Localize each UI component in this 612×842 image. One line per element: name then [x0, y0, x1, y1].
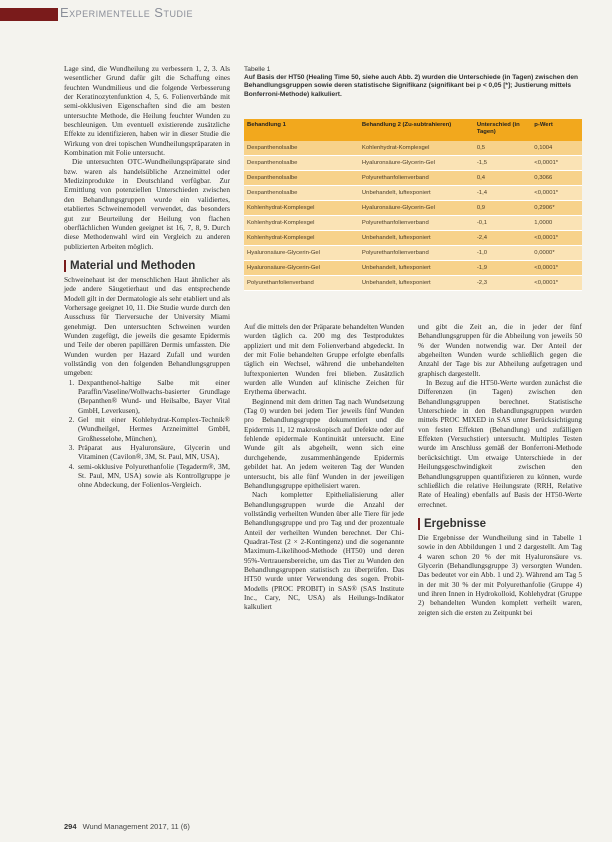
list-item: 1. Dexpanthenol-haltige Salbe mit einer Paraffin/Vaseline/Wollwachs-basierter Grundlage (Bepanthen® Wund- und Heilsalbe, Bayer Vital GmbH, Leverkusen),	[76, 378, 230, 415]
paragraph: Lage sind, die Wundheilung zu verbessern 1, 2, 3. Als wesentlicher Grund dafür gilt die Schaffung eines feuchten Wundmilieus und die folgende Verbesserung der Keratinozytenfunktion 4, 5, 6. Folienverbände mit semi-okklusiven Eigenschaften sind die am besten untersuchte Methode, die Heilung feuchter Wunden zu beschleunigen. Um eventuell existierende zusätzliche Effekte zu identifizieren, haben wir in dieser Studie die Wirkung von drei topischen Wundheilungspräparaten in Kombination mit Folie untersucht.	[64, 64, 230, 158]
table-cell: Kohlenhydrat-Komplexgel	[359, 141, 474, 156]
table-caption-text: Auf Basis der HT50 (Healing Time 50, siehe auch Abb. 2) wurden die Unterschiede (in Tagen) zwischen den Behandlungsgruppen sowie deren statistische Signifikanz (signifikant bei p < 0,05 [*]; Justierung mittels Bonferroni-Methode) kalkuliert.	[244, 74, 579, 98]
list-item: 4. semi-okklusive Polyurethanfolie (Tegaderm®, 3M, St. Paul, MN, USA) sowie als Kontrollgruppe je ohne Abdeckung, der Folienlos-Vergleich.	[76, 462, 230, 490]
table-cell: -0,1	[474, 216, 531, 231]
table-cell: Dexpanthenolsalbe	[244, 171, 359, 186]
table-cell: <0,0001*	[531, 261, 582, 276]
page-footer	[64, 822, 190, 831]
table-cell: <0,0001*	[531, 231, 582, 246]
table-cell: Hyaluronsäure-Glycerin-Gel	[359, 156, 474, 171]
table-cell: -2,3	[474, 276, 531, 291]
table-cell: Polyurethanfolienverband	[359, 171, 474, 186]
table-header-cell: p-Wert	[531, 119, 582, 141]
table-cell: Hyaluronsäure-Glycerin-Gel	[244, 246, 359, 261]
table-header-cell: Behandlung 1	[244, 119, 359, 141]
table-row	[244, 141, 582, 156]
table-cell: 0,3066	[531, 171, 582, 186]
table-row	[244, 156, 582, 171]
table-cell: 0,2906*	[531, 201, 582, 216]
paragraph: Die Ergebnisse der Wundheilung sind in Tabelle 1 sowie in den Abbildungen 1 und 2 dargestellt. Am Tag 4 waren schon 20 % der mit Hyaluronsäure vs. Glycerin (Behandlungsgruppe 3) versorgten Wunden. Das bedeutet vor ein Abb. 1 und 2). Während am Tag 5 in der mit 30 % der mit Polyurethanfolie (Gruppe 4) und ihren Innen in Hydrokolloid, Kohlehydrat (Gruppe 2) behandelten Wunden komplett verheilt waren, zeigten sich die ersten zu Zeitpunkt bei	[418, 532, 582, 617]
paragraph: und gibt die Zeit an, die in jeder der fünf Behandlungsgruppen für die Abheilung von jeweils 50 % der Wunden notwendig war. Der Anteil der abgeheilten Wunden wurde schließlich gegen die Anzahl der Tage bis zur Abheilung aufgetragen und graphisch dargestellt.	[418, 322, 582, 378]
table-cell: 0,1004	[531, 141, 582, 156]
table-cell: Hyaluronsäure-Glycerin-Gel	[359, 201, 474, 216]
table-cell: Polyurethanfolienverband	[359, 246, 474, 261]
table-header-cell: Unterschied (in Tagen)	[474, 119, 531, 141]
table-label: Tabelle 1	[244, 66, 271, 73]
table-row	[244, 216, 582, 231]
table-cell: Dexpanthenolsalbe	[244, 156, 359, 171]
table-cell: 0,0000*	[531, 246, 582, 261]
results-table	[244, 119, 582, 291]
table-row	[244, 246, 582, 261]
paragraph: Schweinehaut ist der menschlichen Haut ähnlicher als jede andere Säugetierhaut und das entsprechende Modell gilt in der Dermatologie als sehr etabliert und als Vorhersage geeignet 10, 11. Die Studie wurde durch den Ausschuss für Tierversuche der University Miami genehmigt. Den untersuchten Schweinen wurden Wunden zugefügt, die jeweils die gesamte Epidermis und Teile der oberen papillären Dermis umfassten. Die Wunden wurden per Hazard Zufall und wurden vollständig von den folgenden Behandlungsgruppen umgeben:	[64, 274, 230, 378]
table-cell: Unbehandelt, luftexponiert	[359, 261, 474, 276]
table-cell: -2,4	[474, 231, 531, 246]
paragraph: Die untersuchten OTC-Wundheilungspräparate sind bzw. waren als handelsübliche Arzneimittel oder Medizinprodukte in Deutschland verfügbar. Zur Ermittlung von potenziellen Unterschieden zwischen den Behandlungsgruppen wurde ein validiertes, etabliertes Schweinemodell verwendet, das besonders gut zur Beurteilung der Heilung von flachen oberflächlichen Wunden geeignet ist 16, 7, 8, 9. Durch diese Methodenwahl wird ein Vergleich zu anderen publizierten Arbeiten möglich.	[64, 157, 230, 251]
table-cell: Dexpanthenolsalbe	[244, 186, 359, 201]
table-cell: Unbehandelt, luftexponiert	[359, 186, 474, 201]
table-header-row	[244, 119, 582, 141]
table-cell: <0,0001*	[531, 276, 582, 291]
table-cell: -1,0	[474, 246, 531, 261]
table-row	[244, 201, 582, 216]
table-row	[244, 276, 582, 291]
paragraph: In Bezug auf die HT50-Werte wurden zunächst die Differenzen (in Tagen) zwischen den Behandlungsgruppen berechnet. Statistische Unterschiede in den Behandlungsgruppen wurden mittels PROC MIXED in SAS unter Berücksichtigung von festen Effekten (Behandlung) und zufälligen Effekten (Versuchstier) untersucht. Multiples Testen wurde im Anschluss gemäß der Bonferroni-Methode berücksichtigt. Um etwaige Unterschiede in der Heilungsgeschwindigkeit zwischen den Behandlungsgruppen quantifizieren zu können, wurde schließlich die relative Heilungsrate (RRH, Relative Rate of Healing) ebenfalls auf Basis der HT50-Werte errechnet.	[418, 378, 582, 509]
table-row	[244, 261, 582, 276]
table-cell: Polyurethanfolienverband	[244, 276, 359, 291]
paragraph: Beginnend mit dem dritten Tag nach Wundsetzung (Tag 0) wurden bei jedem Tier jeweils fünf Wunden pro Behandlungsgruppe dokumentiert und die Epidermis 11, 12 makroskopisch auf Defekte oder auf fehlende epidermale Kontinuität untersucht. Eine Wunde gilt als abgeheilt, wenn sich eine durchgehende, zusammenhängende Epidermis gebildet hat. An jedem weiteren Tag der Wunden untersucht, bis alle fünf Wunden in der jeweiligen Behandlungsgruppe epithelisiert waren.	[244, 396, 404, 490]
table-cell: Unbehandelt, luftexponiert	[359, 276, 474, 291]
page-number: 294	[64, 822, 77, 831]
table-cell: 0,4	[474, 171, 531, 186]
treatment-list	[64, 378, 230, 490]
paragraph: Nach kompletter Epithelialisierung aller Behandlungsgruppen wurde die Anzahl der vollständig verheilten Wunden über alle Tiere für jede Behandlungsgruppe und pro Tag und der prozentuale Anteil der verheilten Wunden berechnet. Der Chi-Quadrat-Test (2 × 2-Kontingenz) und die sogenannte Maximum-Likelihood-Methode (HT50) und deren 95%-Vertrauensbereiche, um das Tier zu Wunden den Behandlungsgruppen statistisch zu überprüfen. Das HT50 wurde unter Verwendung des sogen. Probit-Modells (PROC PROBIT) in SAS® (SAS Institute Inc., Cary, NC, USA) als Heilungs-Indikator kalkuliert	[244, 490, 404, 612]
journal-name: Wund Management 2017, 11 (6)	[82, 822, 190, 831]
table-row	[244, 186, 582, 201]
table-header-cell: Behandlung 2 (Zu-subtrahieren)	[359, 119, 474, 141]
text-column-1	[64, 64, 230, 490]
section-heading-methods: Material und Methoden	[64, 260, 230, 272]
table-cell: Unbehandelt, luftexponiert	[359, 231, 474, 246]
table-cell: Kohlenhydrat-Komplexgel	[244, 201, 359, 216]
table-cell: 1,0000	[531, 216, 582, 231]
list-item: 2. Gel mit einer Kohlehydrat-Komplex-Technik® (Wundheilgel, Hermes Arzneimittel GmbH, Großhesselohe, München),	[76, 415, 230, 443]
paragraph: Auf die mittels den der Präparate behandelten Wunden wurden täglich ca. 200 mg des Testproduktes appliziert und mit dem Folienverband abgedeckt. In der mit Folie behandelten Gruppe erfolgte ebenfalls täglich ein Wechsel, während die unbehandelten luftexponierten Wunden frei blieben. Zusätzlich wurden alle Wunden auf klinische Zeichen für Erythema überwacht.	[244, 322, 404, 397]
header-accent-bar	[0, 8, 58, 21]
table-row	[244, 171, 582, 186]
table-cell: Polyurethanfolienverband	[359, 216, 474, 231]
table-cell: Dexpanthenolsalbe	[244, 141, 359, 156]
table-cell: 0,5	[474, 141, 531, 156]
list-item: 3. Präparat aus Hyaluronsäure, Glycerin und Vitaminen (Cavilon®, 3M, St. Paul, MN, USA),	[76, 443, 230, 462]
table-cell: <0,0001*	[531, 156, 582, 171]
section-heading-results: Ergebnisse	[418, 518, 582, 530]
table-cell: 0,9	[474, 201, 531, 216]
table-cell: Hyaluronsäure-Glycerin-Gel	[244, 261, 359, 276]
table-cell: -1,9	[474, 261, 531, 276]
table-cell: <0,0001*	[531, 186, 582, 201]
text-column-3	[418, 322, 582, 617]
table-cell: -1,5	[474, 156, 531, 171]
table-cell: -1,4	[474, 186, 531, 201]
table-row	[244, 231, 582, 246]
text-column-2	[244, 322, 404, 612]
table-cell: Kohlenhydrat-Komplexgel	[244, 231, 359, 246]
table-caption	[244, 66, 584, 99]
table-cell: Kohlenhydrat-Komplexgel	[244, 216, 359, 231]
section-header-title: Experimentelle Studie	[60, 5, 193, 20]
